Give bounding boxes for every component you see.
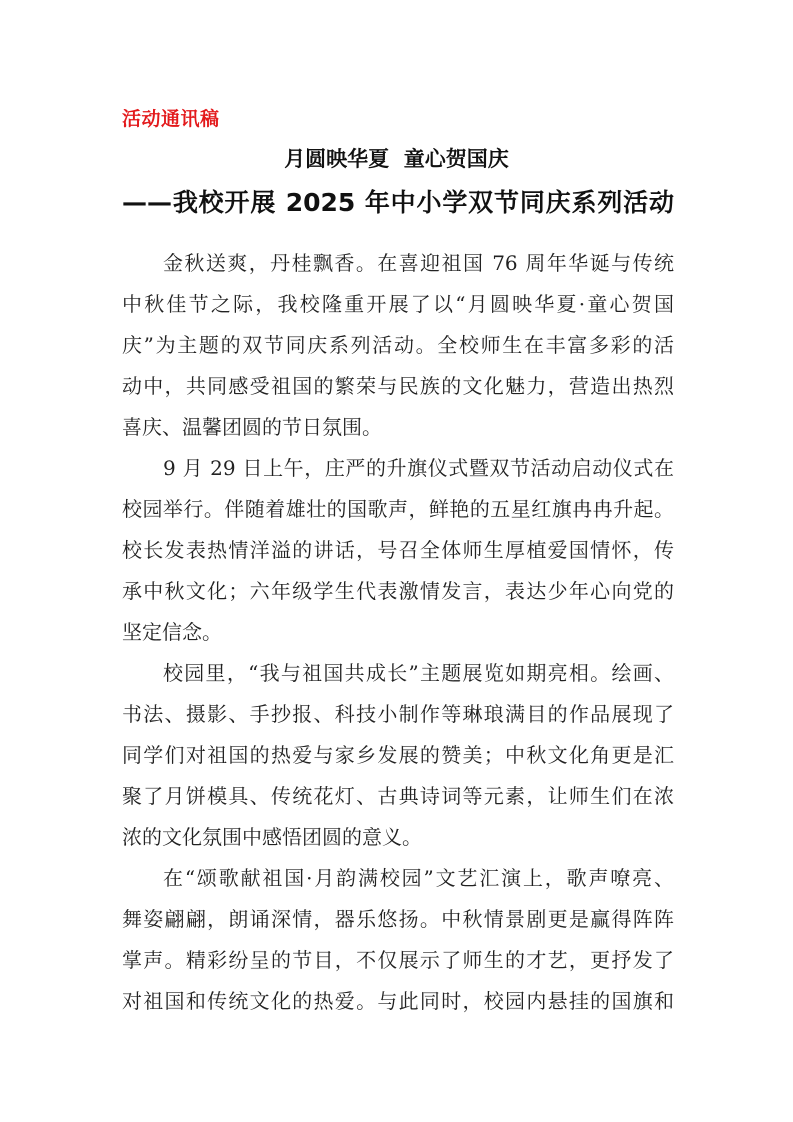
- paragraph: [122, 248, 674, 453]
- paragraph-line: 聚了月饼模具、传统花灯、古典诗词等元素，让师生们在浓: [122, 784, 674, 808]
- paragraph: [122, 863, 674, 1027]
- document-body: [122, 248, 674, 1027]
- document-category-label: 活动通讯稿: [122, 108, 220, 130]
- paragraph: [122, 658, 674, 863]
- paragraph-line: 浓的文化氛围中感悟团圆的意义。: [122, 825, 422, 849]
- paragraph-line: 校园里，“我与祖国共成长”主题展览如期亮相。绘画、: [163, 661, 674, 685]
- paragraph-line: 校园举行。伴随着雄壮的国歌声，鲜艳的五星红旗冉冉升起。: [122, 497, 674, 521]
- paragraph: [122, 453, 674, 658]
- paragraph-line: 书法、摄影、手抄报、科技小制作等琳琅满目的作品展现了: [122, 702, 674, 726]
- paragraph-line: 9 月 29 日上午，庄严的升旗仪式暨双节活动启动仪式在: [163, 456, 674, 480]
- paragraph-line: 同学们对祖国的热爱与家乡发展的赞美；中秋文化角更是汇: [122, 743, 674, 767]
- document-subtitle: ——我校开展 2025 年中小学双节同庆系列活动: [122, 188, 674, 217]
- paragraph-line: 在“颂歌献祖国·月韵满校园”文艺汇演上，歌声嘹亮、: [163, 866, 674, 890]
- paragraph-line: 金秋送爽，丹桂飘香。在喜迎祖国 76 周年华诞与传统: [163, 251, 674, 275]
- paragraph-line: 掌声。精彩纷呈的节目，不仅展示了师生的才艺，更抒发了: [122, 948, 674, 972]
- paragraph-line: 中秋佳节之际，我校隆重开展了以“月圆映华夏·童心贺国: [122, 292, 674, 316]
- paragraph-line: 庆”为主题的双节同庆系列活动。全校师生在丰富多彩的活: [122, 333, 674, 357]
- paragraph-line: 校长发表热情洋溢的讲话，号召全体师生厚植爱国情怀，传: [122, 538, 674, 562]
- paragraph-line: 喜庆、温馨团圆的节日氛围。: [122, 415, 382, 439]
- paragraph-line: 对祖国和传统文化的热爱。与此同时，校园内悬挂的国旗和: [122, 989, 674, 1013]
- paragraph-line: 承中秋文化；六年级学生代表激情发言，表达少年心向党的: [122, 579, 674, 603]
- document-title: 月圆映华夏 童心贺国庆: [284, 147, 509, 171]
- paragraph-line: 动中，共同感受祖国的繁荣与民族的文化魅力，营造出热烈: [122, 374, 674, 398]
- paragraph-line: 舞姿翩翩，朗诵深情，器乐悠扬。中秋情景剧更是赢得阵阵: [122, 907, 674, 931]
- paragraph-line: 坚定信念。: [122, 620, 222, 644]
